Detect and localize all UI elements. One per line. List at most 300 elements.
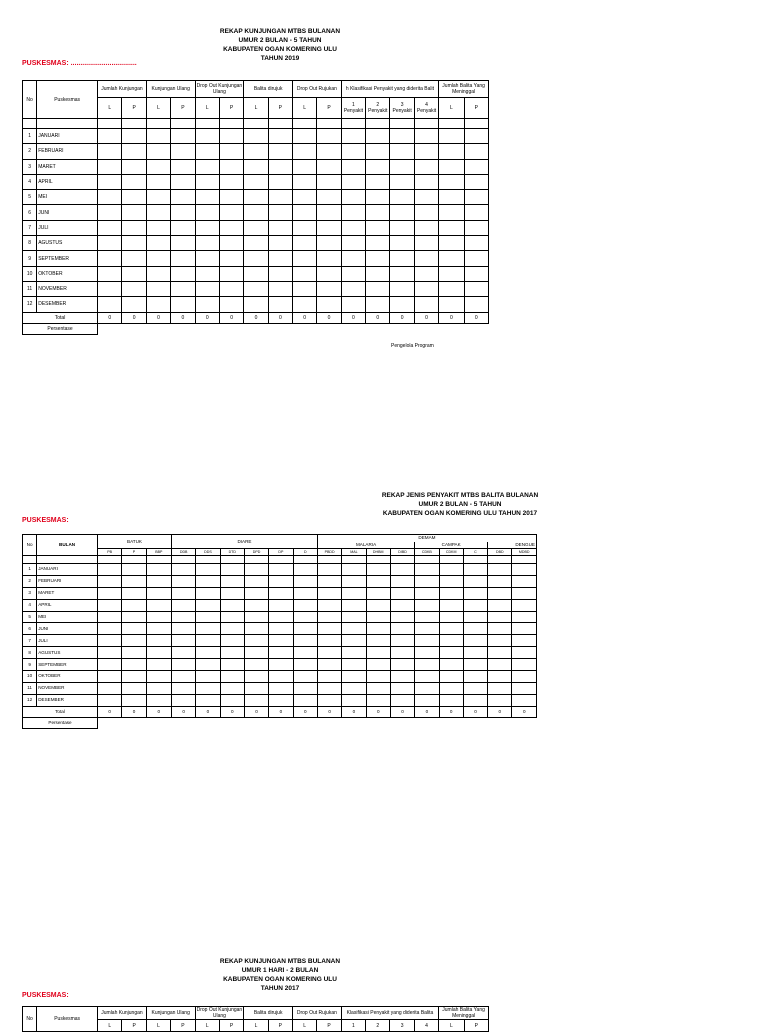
data-cell[interactable] (122, 623, 146, 635)
data-cell[interactable] (98, 281, 122, 296)
data-cell[interactable] (317, 694, 341, 706)
data-cell[interactable] (244, 587, 268, 599)
data-cell[interactable] (220, 671, 244, 683)
data-cell[interactable] (146, 266, 170, 281)
data-cell[interactable] (244, 682, 268, 694)
data-cell[interactable] (293, 599, 317, 611)
data-cell[interactable] (439, 611, 463, 623)
data-cell[interactable] (342, 564, 366, 576)
data-cell[interactable] (439, 659, 463, 671)
data-cell[interactable] (512, 587, 537, 599)
data-cell[interactable] (366, 281, 390, 296)
data-cell[interactable] (414, 281, 438, 296)
data-cell[interactable] (268, 174, 292, 189)
data-cell[interactable] (488, 694, 512, 706)
data-cell[interactable] (98, 174, 122, 189)
data-cell[interactable] (464, 297, 488, 312)
data-cell[interactable] (146, 159, 170, 174)
data-cell[interactable] (269, 599, 293, 611)
data-cell[interactable] (390, 251, 414, 266)
data-cell[interactable] (293, 174, 317, 189)
data-cell[interactable] (244, 281, 268, 296)
data-cell[interactable] (268, 190, 292, 205)
data-cell[interactable] (98, 205, 122, 220)
data-cell[interactable] (414, 220, 438, 235)
data-cell[interactable] (317, 671, 341, 683)
data-cell[interactable] (122, 635, 146, 647)
data-cell[interactable] (464, 251, 488, 266)
data-cell[interactable] (439, 297, 464, 312)
data-cell[interactable] (317, 659, 341, 671)
data-cell[interactable] (98, 611, 122, 623)
data-cell[interactable] (415, 623, 439, 635)
data-cell[interactable] (366, 251, 390, 266)
data-cell[interactable] (390, 159, 414, 174)
data-cell[interactable] (196, 623, 220, 635)
data-cell[interactable] (122, 671, 146, 683)
data-cell[interactable] (171, 236, 195, 251)
data-cell[interactable] (488, 587, 512, 599)
data-cell[interactable] (366, 159, 390, 174)
data-cell[interactable] (415, 659, 439, 671)
data-cell[interactable] (414, 159, 438, 174)
data-cell[interactable] (366, 174, 390, 189)
data-cell[interactable] (293, 297, 317, 312)
data-cell[interactable] (342, 611, 366, 623)
data-cell[interactable] (244, 694, 268, 706)
data-cell[interactable] (196, 659, 220, 671)
data-cell[interactable] (390, 129, 414, 144)
data-cell[interactable] (98, 682, 122, 694)
data-cell[interactable] (244, 659, 268, 671)
data-cell[interactable] (244, 611, 268, 623)
data-cell[interactable] (390, 671, 414, 683)
data-cell[interactable] (463, 659, 487, 671)
data-cell[interactable] (366, 611, 390, 623)
data-cell[interactable] (146, 236, 170, 251)
data-cell[interactable] (171, 635, 195, 647)
data-cell[interactable] (439, 682, 463, 694)
data-cell[interactable] (146, 190, 170, 205)
data-cell[interactable] (268, 159, 292, 174)
data-cell[interactable] (171, 220, 195, 235)
data-cell[interactable] (146, 694, 171, 706)
data-cell[interactable] (171, 159, 195, 174)
data-cell[interactable] (196, 694, 220, 706)
data-cell[interactable] (317, 205, 341, 220)
data-cell[interactable] (196, 611, 220, 623)
data-cell[interactable] (171, 599, 195, 611)
data-cell[interactable] (415, 682, 439, 694)
data-cell[interactable] (488, 635, 512, 647)
data-cell[interactable] (146, 647, 171, 659)
data-cell[interactable] (439, 190, 464, 205)
data-cell[interactable] (219, 220, 243, 235)
data-cell[interactable] (488, 623, 512, 635)
data-cell[interactable] (439, 236, 464, 251)
data-cell[interactable] (98, 129, 122, 144)
data-cell[interactable] (390, 220, 414, 235)
data-cell[interactable] (244, 174, 268, 189)
data-cell[interactable] (342, 587, 366, 599)
data-cell[interactable] (415, 694, 439, 706)
data-cell[interactable] (122, 159, 146, 174)
data-cell[interactable] (463, 671, 487, 683)
data-cell[interactable] (244, 159, 268, 174)
data-cell[interactable] (171, 611, 195, 623)
data-cell[interactable] (220, 599, 244, 611)
data-cell[interactable] (220, 694, 244, 706)
data-cell[interactable] (512, 623, 537, 635)
data-cell[interactable] (269, 575, 293, 587)
data-cell[interactable] (390, 611, 414, 623)
data-cell[interactable] (220, 587, 244, 599)
data-cell[interactable] (122, 575, 146, 587)
data-cell[interactable] (488, 575, 512, 587)
data-cell[interactable] (98, 587, 122, 599)
data-cell[interactable] (366, 599, 390, 611)
data-cell[interactable] (512, 635, 537, 647)
data-cell[interactable] (98, 599, 122, 611)
data-cell[interactable] (439, 575, 463, 587)
data-cell[interactable] (146, 659, 171, 671)
data-cell[interactable] (122, 564, 146, 576)
data-cell[interactable] (317, 266, 341, 281)
data-cell[interactable] (414, 174, 438, 189)
data-cell[interactable] (366, 236, 390, 251)
persentase-cell[interactable] (439, 717, 463, 728)
data-cell[interactable] (293, 205, 317, 220)
data-cell[interactable] (317, 174, 341, 189)
data-cell[interactable] (293, 159, 317, 174)
data-cell[interactable] (317, 575, 341, 587)
data-cell[interactable] (317, 611, 341, 623)
data-cell[interactable] (414, 144, 438, 159)
data-cell[interactable] (317, 144, 341, 159)
data-cell[interactable] (146, 611, 171, 623)
data-cell[interactable] (488, 564, 512, 576)
data-cell[interactable] (463, 635, 487, 647)
data-cell[interactable] (317, 281, 341, 296)
data-cell[interactable] (98, 297, 122, 312)
data-cell[interactable] (293, 266, 317, 281)
data-cell[interactable] (414, 266, 438, 281)
persentase-cell[interactable] (268, 323, 292, 334)
data-cell[interactable] (439, 635, 463, 647)
persentase-cell[interactable] (464, 323, 488, 334)
data-cell[interactable] (390, 623, 414, 635)
data-cell[interactable] (293, 647, 317, 659)
data-cell[interactable] (195, 220, 219, 235)
data-cell[interactable] (463, 682, 487, 694)
data-cell[interactable] (341, 144, 365, 159)
data-cell[interactable] (439, 251, 464, 266)
data-cell[interactable] (341, 190, 365, 205)
data-cell[interactable] (220, 659, 244, 671)
data-cell[interactable] (171, 266, 195, 281)
data-cell[interactable] (366, 587, 390, 599)
data-cell[interactable] (415, 587, 439, 599)
data-cell[interactable] (293, 682, 317, 694)
data-cell[interactable] (195, 159, 219, 174)
data-cell[interactable] (98, 236, 122, 251)
data-cell[interactable] (269, 564, 293, 576)
data-cell[interactable] (390, 236, 414, 251)
data-cell[interactable] (269, 659, 293, 671)
data-cell[interactable] (439, 564, 463, 576)
data-cell[interactable] (195, 297, 219, 312)
data-cell[interactable] (317, 623, 341, 635)
data-cell[interactable] (439, 587, 463, 599)
data-cell[interactable] (341, 205, 365, 220)
data-cell[interactable] (122, 297, 146, 312)
data-cell[interactable] (439, 220, 464, 235)
data-cell[interactable] (269, 587, 293, 599)
data-cell[interactable] (171, 587, 195, 599)
data-cell[interactable] (317, 297, 341, 312)
data-cell[interactable] (122, 599, 146, 611)
data-cell[interactable] (366, 671, 390, 683)
data-cell[interactable] (220, 635, 244, 647)
data-cell[interactable] (342, 599, 366, 611)
persentase-cell[interactable] (146, 717, 171, 728)
persentase-cell[interactable] (390, 717, 414, 728)
data-cell[interactable] (463, 694, 487, 706)
data-cell[interactable] (98, 159, 122, 174)
data-cell[interactable] (463, 599, 487, 611)
data-cell[interactable] (196, 682, 220, 694)
data-cell[interactable] (439, 281, 464, 296)
data-cell[interactable] (122, 266, 146, 281)
data-cell[interactable] (390, 281, 414, 296)
persentase-cell[interactable] (415, 717, 439, 728)
data-cell[interactable] (342, 682, 366, 694)
data-cell[interactable] (390, 297, 414, 312)
data-cell[interactable] (244, 220, 268, 235)
data-cell[interactable] (317, 190, 341, 205)
data-cell[interactable] (244, 144, 268, 159)
data-cell[interactable] (293, 220, 317, 235)
data-cell[interactable] (293, 694, 317, 706)
data-cell[interactable] (269, 635, 293, 647)
data-cell[interactable] (146, 682, 171, 694)
data-cell[interactable] (293, 281, 317, 296)
data-cell[interactable] (219, 129, 243, 144)
data-cell[interactable] (122, 129, 146, 144)
data-cell[interactable] (390, 190, 414, 205)
data-cell[interactable] (342, 694, 366, 706)
data-cell[interactable] (439, 205, 464, 220)
data-cell[interactable] (195, 236, 219, 251)
data-cell[interactable] (439, 144, 464, 159)
data-cell[interactable] (366, 575, 390, 587)
data-cell[interactable] (439, 599, 463, 611)
data-cell[interactable] (464, 174, 488, 189)
data-cell[interactable] (195, 190, 219, 205)
data-cell[interactable] (463, 564, 487, 576)
data-cell[interactable] (122, 220, 146, 235)
data-cell[interactable] (488, 682, 512, 694)
data-cell[interactable] (390, 564, 414, 576)
data-cell[interactable] (220, 575, 244, 587)
data-cell[interactable] (196, 647, 220, 659)
data-cell[interactable] (390, 599, 414, 611)
data-cell[interactable] (122, 251, 146, 266)
data-cell[interactable] (244, 236, 268, 251)
data-cell[interactable] (414, 297, 438, 312)
data-cell[interactable] (171, 205, 195, 220)
data-cell[interactable] (293, 564, 317, 576)
data-cell[interactable] (268, 144, 292, 159)
data-cell[interactable] (98, 144, 122, 159)
data-cell[interactable] (171, 682, 195, 694)
data-cell[interactable] (415, 635, 439, 647)
persentase-cell[interactable] (269, 717, 293, 728)
data-cell[interactable] (342, 635, 366, 647)
data-cell[interactable] (244, 599, 268, 611)
persentase-cell[interactable] (341, 323, 365, 334)
data-cell[interactable] (342, 623, 366, 635)
data-cell[interactable] (244, 205, 268, 220)
persentase-cell[interactable] (219, 323, 243, 334)
data-cell[interactable] (317, 564, 341, 576)
data-cell[interactable] (98, 575, 122, 587)
data-cell[interactable] (146, 599, 171, 611)
data-cell[interactable] (512, 575, 537, 587)
data-cell[interactable] (390, 635, 414, 647)
data-cell[interactable] (98, 251, 122, 266)
data-cell[interactable] (439, 174, 464, 189)
persentase-cell[interactable] (390, 323, 414, 334)
persentase-cell[interactable] (439, 323, 464, 334)
data-cell[interactable] (464, 220, 488, 235)
persentase-cell[interactable] (196, 717, 220, 728)
data-cell[interactable] (146, 281, 170, 296)
data-cell[interactable] (268, 297, 292, 312)
data-cell[interactable] (244, 635, 268, 647)
persentase-cell[interactable] (317, 323, 341, 334)
data-cell[interactable] (366, 144, 390, 159)
data-cell[interactable] (98, 266, 122, 281)
data-cell[interactable] (122, 205, 146, 220)
data-cell[interactable] (464, 236, 488, 251)
data-cell[interactable] (98, 220, 122, 235)
data-cell[interactable] (512, 694, 537, 706)
data-cell[interactable] (219, 205, 243, 220)
data-cell[interactable] (317, 220, 341, 235)
persentase-cell[interactable] (146, 323, 170, 334)
persentase-cell[interactable] (244, 717, 268, 728)
data-cell[interactable] (268, 205, 292, 220)
data-cell[interactable] (463, 575, 487, 587)
data-cell[interactable] (122, 694, 146, 706)
data-cell[interactable] (341, 174, 365, 189)
persentase-cell[interactable] (171, 717, 195, 728)
data-cell[interactable] (171, 251, 195, 266)
data-cell[interactable] (146, 129, 170, 144)
data-cell[interactable] (390, 575, 414, 587)
data-cell[interactable] (488, 659, 512, 671)
data-cell[interactable] (341, 129, 365, 144)
data-cell[interactable] (269, 647, 293, 659)
data-cell[interactable] (146, 297, 170, 312)
data-cell[interactable] (219, 144, 243, 159)
data-cell[interactable] (244, 671, 268, 683)
data-cell[interactable] (464, 190, 488, 205)
data-cell[interactable] (98, 635, 122, 647)
data-cell[interactable] (146, 144, 170, 159)
data-cell[interactable] (219, 266, 243, 281)
data-cell[interactable] (415, 599, 439, 611)
data-cell[interactable] (414, 190, 438, 205)
data-cell[interactable] (342, 659, 366, 671)
data-cell[interactable] (195, 129, 219, 144)
data-cell[interactable] (244, 623, 268, 635)
data-cell[interactable] (464, 129, 488, 144)
data-cell[interactable] (244, 564, 268, 576)
data-cell[interactable] (196, 635, 220, 647)
data-cell[interactable] (390, 682, 414, 694)
data-cell[interactable] (171, 129, 195, 144)
data-cell[interactable] (488, 671, 512, 683)
data-cell[interactable] (342, 671, 366, 683)
data-cell[interactable] (244, 266, 268, 281)
data-cell[interactable] (219, 297, 243, 312)
data-cell[interactable] (146, 671, 171, 683)
data-cell[interactable] (98, 694, 122, 706)
data-cell[interactable] (317, 647, 341, 659)
data-cell[interactable] (317, 159, 341, 174)
data-cell[interactable] (269, 611, 293, 623)
data-cell[interactable] (317, 587, 341, 599)
data-cell[interactable] (414, 251, 438, 266)
data-cell[interactable] (317, 129, 341, 144)
data-cell[interactable] (366, 564, 390, 576)
data-cell[interactable] (268, 236, 292, 251)
data-cell[interactable] (244, 575, 268, 587)
data-cell[interactable] (293, 251, 317, 266)
data-cell[interactable] (341, 220, 365, 235)
data-cell[interactable] (171, 564, 195, 576)
data-cell[interactable] (219, 281, 243, 296)
data-cell[interactable] (146, 174, 170, 189)
data-cell[interactable] (122, 190, 146, 205)
data-cell[interactable] (439, 266, 464, 281)
data-cell[interactable] (464, 205, 488, 220)
persentase-cell[interactable] (195, 323, 219, 334)
data-cell[interactable] (488, 599, 512, 611)
persentase-cell[interactable] (171, 323, 195, 334)
persentase-cell[interactable] (122, 323, 146, 334)
data-cell[interactable] (464, 266, 488, 281)
data-cell[interactable] (439, 129, 464, 144)
data-cell[interactable] (390, 205, 414, 220)
data-cell[interactable] (146, 623, 171, 635)
data-cell[interactable] (195, 144, 219, 159)
data-cell[interactable] (512, 659, 537, 671)
data-cell[interactable] (122, 281, 146, 296)
data-cell[interactable] (317, 251, 341, 266)
data-cell[interactable] (122, 647, 146, 659)
data-cell[interactable] (220, 611, 244, 623)
data-cell[interactable] (171, 671, 195, 683)
persentase-cell[interactable] (293, 717, 317, 728)
data-cell[interactable] (390, 266, 414, 281)
data-cell[interactable] (317, 599, 341, 611)
data-cell[interactable] (171, 647, 195, 659)
data-cell[interactable] (196, 575, 220, 587)
data-cell[interactable] (122, 587, 146, 599)
